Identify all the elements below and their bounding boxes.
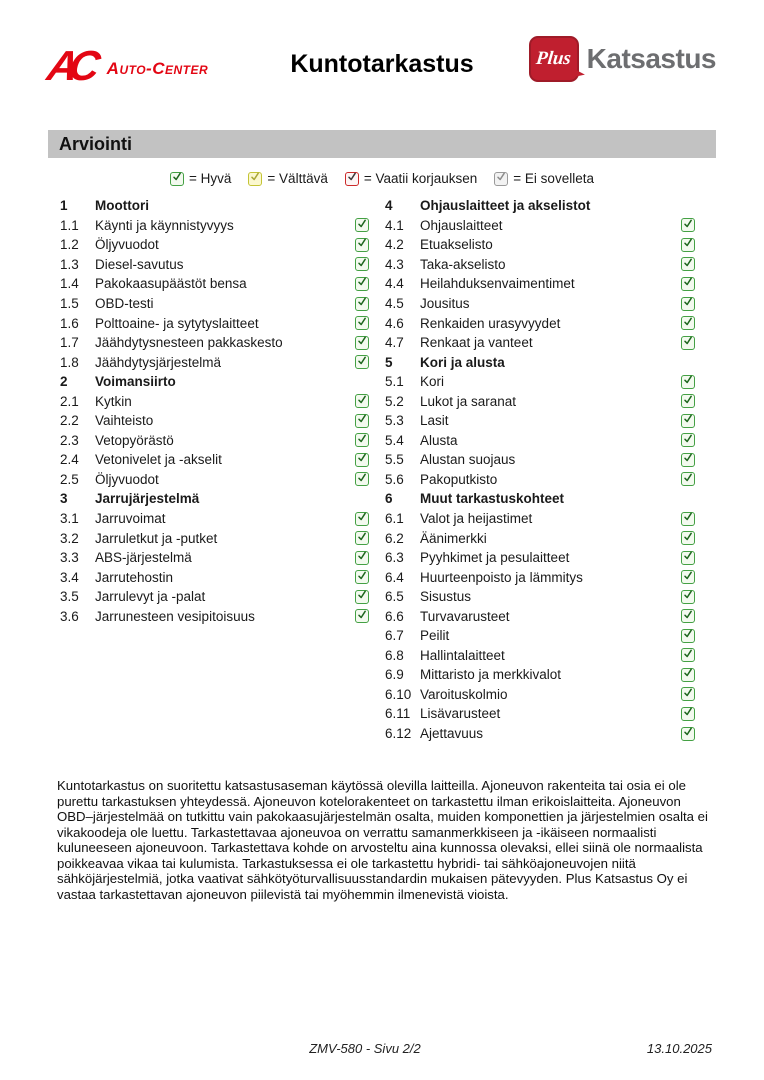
- item-number: 3.4: [60, 569, 79, 585]
- item-label: Vetonivelet ja -akselit: [95, 452, 222, 468]
- legend-item: [345, 171, 477, 186]
- item-label: Jarrulevyt ja -palat: [95, 589, 206, 605]
- check-row: [385, 724, 695, 744]
- item-number: 4.2: [385, 237, 404, 253]
- legend: [48, 171, 716, 186]
- section-header-row: [60, 196, 369, 216]
- checkbox-good-icon: [355, 453, 369, 467]
- checkbox-good-icon: [355, 414, 369, 428]
- checkbox-good-icon: [355, 433, 369, 447]
- item-label: Jarrujärjestelmä: [95, 491, 200, 507]
- checklist-column-right: [385, 196, 695, 743]
- report-header: [43, 36, 716, 100]
- check-row: [385, 216, 695, 236]
- checkbox-good-icon: [355, 512, 369, 526]
- item-number: 2.4: [60, 452, 79, 468]
- checkbox-good-icon: [355, 394, 369, 408]
- item-number: 3.5: [60, 589, 79, 605]
- item-number: 1.4: [60, 276, 79, 292]
- check-row: [385, 274, 695, 294]
- item-label: Peilit: [420, 628, 450, 644]
- check-row: [60, 216, 369, 236]
- item-label: Polttoaine- ja sytytyslaitteet: [95, 315, 259, 331]
- check-row: [385, 470, 695, 490]
- item-number: 5: [385, 354, 393, 370]
- item-number: 3.6: [60, 608, 79, 624]
- item-number: 4.6: [385, 315, 404, 331]
- report-footer: [48, 1041, 716, 1059]
- item-number: 5.4: [385, 432, 404, 448]
- checkbox-good-icon: [355, 316, 369, 330]
- legend-label: = Välttävä: [267, 171, 328, 186]
- checkbox-good-icon: [681, 648, 695, 662]
- item-label: Öljyvuodot: [95, 237, 159, 253]
- checkbox-na-icon: [494, 172, 508, 186]
- checkbox-good-icon: [355, 472, 369, 486]
- item-number: 1.8: [60, 354, 79, 370]
- checklist-column-left: [60, 196, 369, 626]
- item-label: Pyyhkimet ja pesulaitteet: [420, 550, 570, 566]
- item-number: 1.2: [60, 237, 79, 253]
- check-row: [385, 528, 695, 548]
- item-number: 5.1: [385, 374, 404, 390]
- item-label: Jarrunesteen vesipitoisuus: [95, 608, 255, 624]
- item-number: 4.3: [385, 256, 404, 272]
- checkbox-good-icon: [355, 218, 369, 232]
- item-label: Jarruvoimat: [95, 511, 166, 527]
- legend-label: = Hyvä: [189, 171, 232, 186]
- item-label: Valot ja heijastimet: [420, 511, 533, 527]
- section-title-bar: [48, 130, 716, 158]
- check-row: [60, 509, 369, 529]
- page-title: Kuntotarkastus: [290, 50, 474, 78]
- checkbox-good-icon: [681, 551, 695, 565]
- item-number: 1.3: [60, 256, 79, 272]
- check-row: [60, 294, 369, 314]
- item-label: Pakokaasupäästöt bensa: [95, 276, 247, 292]
- item-label: Kori ja alusta: [420, 354, 505, 370]
- check-row: [385, 509, 695, 529]
- auto-center-logo-mark: AC: [43, 42, 95, 89]
- item-label: Äänimerkki: [420, 530, 487, 546]
- check-row: [60, 587, 369, 607]
- item-number: 1.5: [60, 296, 79, 311]
- checkbox-good-icon: [681, 257, 695, 271]
- item-label: Turvavarusteet: [420, 608, 510, 624]
- check-row: [385, 626, 695, 646]
- item-number: 2.2: [60, 413, 79, 429]
- auto-center-logo-text: Auto-Center: [106, 59, 209, 78]
- check-row: [385, 235, 695, 255]
- item-number: 5.5: [385, 452, 404, 468]
- item-label: Lisävarusteet: [420, 706, 501, 722]
- checkbox-good-icon: [681, 414, 695, 428]
- check-row: [60, 274, 369, 294]
- item-number: 2: [60, 374, 68, 390]
- check-row: [385, 567, 695, 587]
- checkbox-good-icon: [681, 609, 695, 623]
- item-number: 5.6: [385, 471, 404, 487]
- item-label: Alustan suojaus: [420, 452, 516, 468]
- check-row: [60, 567, 369, 587]
- checkbox-good-icon: [355, 570, 369, 584]
- check-row: [385, 294, 695, 314]
- checkbox-good-icon: [681, 375, 695, 389]
- legend-label: = Ei sovelleta: [513, 171, 594, 186]
- checkbox-good-icon: [355, 590, 369, 604]
- item-label: Jarruletkut ja -putket: [95, 530, 218, 546]
- checkbox-fair-icon: [248, 172, 262, 186]
- plus-badge-label: Plus: [535, 48, 573, 69]
- item-number: 4.5: [385, 296, 404, 311]
- legend-item: [248, 171, 327, 186]
- check-row: [385, 391, 695, 411]
- checkbox-good-icon: [355, 336, 369, 350]
- item-number: 6.4: [385, 569, 404, 585]
- section-header-row: [385, 352, 695, 372]
- checkbox-good-icon: [355, 297, 369, 311]
- check-row: [60, 528, 369, 548]
- check-row: [385, 411, 695, 431]
- legend-label: = Vaatii korjauksen: [363, 171, 478, 186]
- checkbox-good-icon: [681, 336, 695, 350]
- item-number: 6.6: [385, 608, 404, 624]
- checkbox-good-icon: [681, 394, 695, 408]
- item-number: 6.8: [385, 647, 404, 663]
- section-header-row: [385, 196, 695, 216]
- check-row: [385, 313, 695, 333]
- section-title: Arviointi: [59, 133, 133, 154]
- checkbox-good-icon: [170, 172, 184, 186]
- item-label: Vetopyörästö: [95, 432, 174, 448]
- item-number: 3: [60, 491, 68, 507]
- item-label: Hallintalaitteet: [420, 647, 505, 663]
- check-row: [385, 255, 695, 275]
- item-label: Kori: [420, 374, 445, 390]
- item-label: Etuakselisto: [420, 237, 493, 253]
- check-row: [385, 685, 695, 705]
- checkbox-good-icon: [355, 531, 369, 545]
- check-row: [60, 470, 369, 490]
- checkbox-good-icon: [681, 727, 695, 741]
- item-label: Diesel-savutus: [95, 256, 184, 272]
- item-number: 6.1: [385, 511, 404, 527]
- item-label: Öljyvuodot: [95, 471, 159, 487]
- checkbox-good-icon: [681, 687, 695, 701]
- check-row: [60, 548, 369, 568]
- checkbox-good-icon: [681, 277, 695, 291]
- checkbox-good-icon: [681, 238, 695, 252]
- item-label: Ajettavuus: [420, 726, 484, 742]
- item-label: Kytkin: [95, 393, 132, 409]
- item-number: 4.7: [385, 335, 404, 351]
- item-number: 6.7: [385, 628, 404, 644]
- checkbox-good-icon: [355, 551, 369, 565]
- item-number: 6.12: [385, 726, 412, 742]
- check-row: [60, 352, 369, 372]
- check-row: [60, 411, 369, 431]
- disclaimer-text: Kuntotarkastus on suoritettu katsastusaseman käytössä olevilla laitteilla. Ajoneuvon rakenteita tai osia ei ole purettu tarkastuksen yhteydessä. Ajoneuvon kotelorakenteet on tarkastettu ilman erikoislaitteita. Ajoneuvon OBD–järjestelmää on tutkittu vain pakokaasujärjestelmän osalta, muiden komponettien ja järjestelmien osalta ei vikakoodeja ole luettu. Tarkastettavaa ajoneuvoa on verrattu samanmerkkiseen ja -ikäiseen normaalisti kuluneeseen ajoneuvoon. Tarkastettava kohde on arvosteltu aina kunnossa olevaksi, ellei siinä ole normaalista poikkeavaa vikaa tai kulumista. Tarkastuksessa ei ole tarkastettu hybridi- tai sähköajoneuvojen niitä sähköjärjestelmiä, jotka vaativat sähkötyöturvallisuusstandardin mukaisen pätevyyden. Plus Katsastus Oy ei vastaa tarkastettavan ajoneuvon piilevistä tai myöhemmin ilmenevistä vioista.: [57, 778, 708, 902]
- check-row: [385, 606, 695, 626]
- checkbox-good-icon: [355, 238, 369, 252]
- check-row: [60, 255, 369, 275]
- item-label: Voimansiirto: [95, 374, 176, 390]
- checkbox-good-icon: [681, 472, 695, 486]
- item-label: Vaihteisto: [95, 413, 154, 429]
- checkbox-good-icon: [681, 433, 695, 447]
- item-label: Renkaiden urasyvyydet: [420, 315, 561, 331]
- check-row: [385, 372, 695, 392]
- check-row: [385, 665, 695, 685]
- item-number: 6: [385, 491, 393, 507]
- item-label: Muut tarkastuskohteet: [420, 491, 565, 507]
- check-row: [385, 548, 695, 568]
- item-label: Jarrutehostin: [95, 569, 174, 585]
- item-number: 6.11: [385, 706, 411, 722]
- item-label: Ohjauslaitteet ja akselistot: [420, 198, 591, 214]
- item-label: Käynti ja käynnistyvyys: [95, 217, 234, 233]
- check-row: [60, 333, 369, 353]
- checkbox-good-icon: [681, 297, 695, 311]
- check-row: [385, 587, 695, 607]
- checkbox-good-icon: [355, 609, 369, 623]
- check-row: [385, 450, 695, 470]
- plus-katsastus-logo: [529, 36, 716, 82]
- check-row: [385, 431, 695, 451]
- check-row: [60, 235, 369, 255]
- section-header-row: [385, 489, 695, 509]
- item-label: OBD-testi: [95, 296, 154, 311]
- item-number: 2.5: [60, 471, 79, 487]
- plus-katsastus-logo-text: Katsastus: [586, 43, 716, 74]
- item-number: 3.2: [60, 530, 79, 546]
- item-label: Varoituskolmio: [420, 686, 508, 702]
- item-number: 6.9: [385, 667, 404, 683]
- item-number: 4.4: [385, 276, 404, 292]
- item-number: 4.1: [385, 217, 404, 233]
- item-label: Pakoputkisto: [420, 471, 498, 487]
- check-row: [60, 391, 369, 411]
- item-number: 4: [385, 198, 393, 214]
- item-label: Moottori: [95, 198, 149, 214]
- checkbox-good-icon: [355, 277, 369, 291]
- item-number: 6.2: [385, 530, 404, 546]
- section-header-row: [60, 372, 369, 392]
- item-label: Huurteenpoisto ja lämmitys: [420, 569, 583, 585]
- item-label: Jousitus: [420, 296, 470, 311]
- checkbox-good-icon: [681, 590, 695, 604]
- item-label: Sisustus: [420, 589, 472, 605]
- item-label: Heilahduksenvaimentimet: [420, 276, 575, 292]
- item-label: Lukot ja saranat: [420, 393, 517, 409]
- item-number: 2.1: [60, 393, 79, 409]
- item-label: Renkaat ja vanteet: [420, 335, 533, 351]
- item-number: 3.1: [60, 511, 79, 527]
- check-row: [60, 431, 369, 451]
- checkbox-good-icon: [681, 629, 695, 643]
- checkbox-good-icon: [681, 512, 695, 526]
- checkbox-good-icon: [681, 570, 695, 584]
- item-number: 5.3: [385, 413, 404, 429]
- item-label: Jäähdytysnesteen pakkaskesto: [95, 335, 283, 351]
- checkbox-good-icon: [681, 218, 695, 232]
- item-number: 1.7: [60, 335, 79, 351]
- check-row: [60, 313, 369, 333]
- item-number: 6.10: [385, 686, 412, 702]
- legend-item: [494, 171, 594, 186]
- item-label: Lasit: [420, 413, 449, 429]
- item-label: ABS-järjestelmä: [95, 550, 192, 566]
- item-number: 6.3: [385, 550, 404, 566]
- checkbox-good-icon: [681, 453, 695, 467]
- checkbox-repair-icon: [345, 172, 359, 186]
- section-header-row: [60, 489, 369, 509]
- item-label: Taka-akselisto: [420, 256, 506, 272]
- item-number: 1.6: [60, 315, 79, 331]
- check-row: [385, 704, 695, 724]
- checkbox-good-icon: [355, 257, 369, 271]
- item-label: Alusta: [420, 432, 458, 448]
- plus-badge-icon: [529, 36, 579, 82]
- item-label: Ohjauslaitteet: [420, 217, 503, 233]
- item-label: Jäähdytysjärjestelmä: [95, 354, 222, 370]
- footer-page-number: ZMV-580 - Sivu 2/2: [309, 1041, 421, 1056]
- check-row: [60, 606, 369, 626]
- checkbox-good-icon: [681, 668, 695, 682]
- item-number: 6.5: [385, 589, 404, 605]
- item-number: 1: [60, 198, 68, 214]
- item-number: 5.2: [385, 393, 404, 409]
- legend-item: [170, 171, 231, 186]
- checkbox-good-icon: [681, 707, 695, 721]
- check-row: [385, 646, 695, 666]
- footer-date: 13.10.2025: [646, 1041, 712, 1056]
- checkbox-good-icon: [681, 316, 695, 330]
- checkbox-good-icon: [355, 355, 369, 369]
- item-label: Mittaristo ja merkkivalot: [420, 667, 562, 683]
- check-row: [385, 333, 695, 353]
- checkbox-good-icon: [681, 531, 695, 545]
- check-row: [60, 450, 369, 470]
- item-number: 1.1: [60, 217, 79, 233]
- item-number: 3.3: [60, 550, 79, 566]
- item-number: 2.3: [60, 432, 79, 448]
- speech-bubble-tail: [571, 65, 585, 77]
